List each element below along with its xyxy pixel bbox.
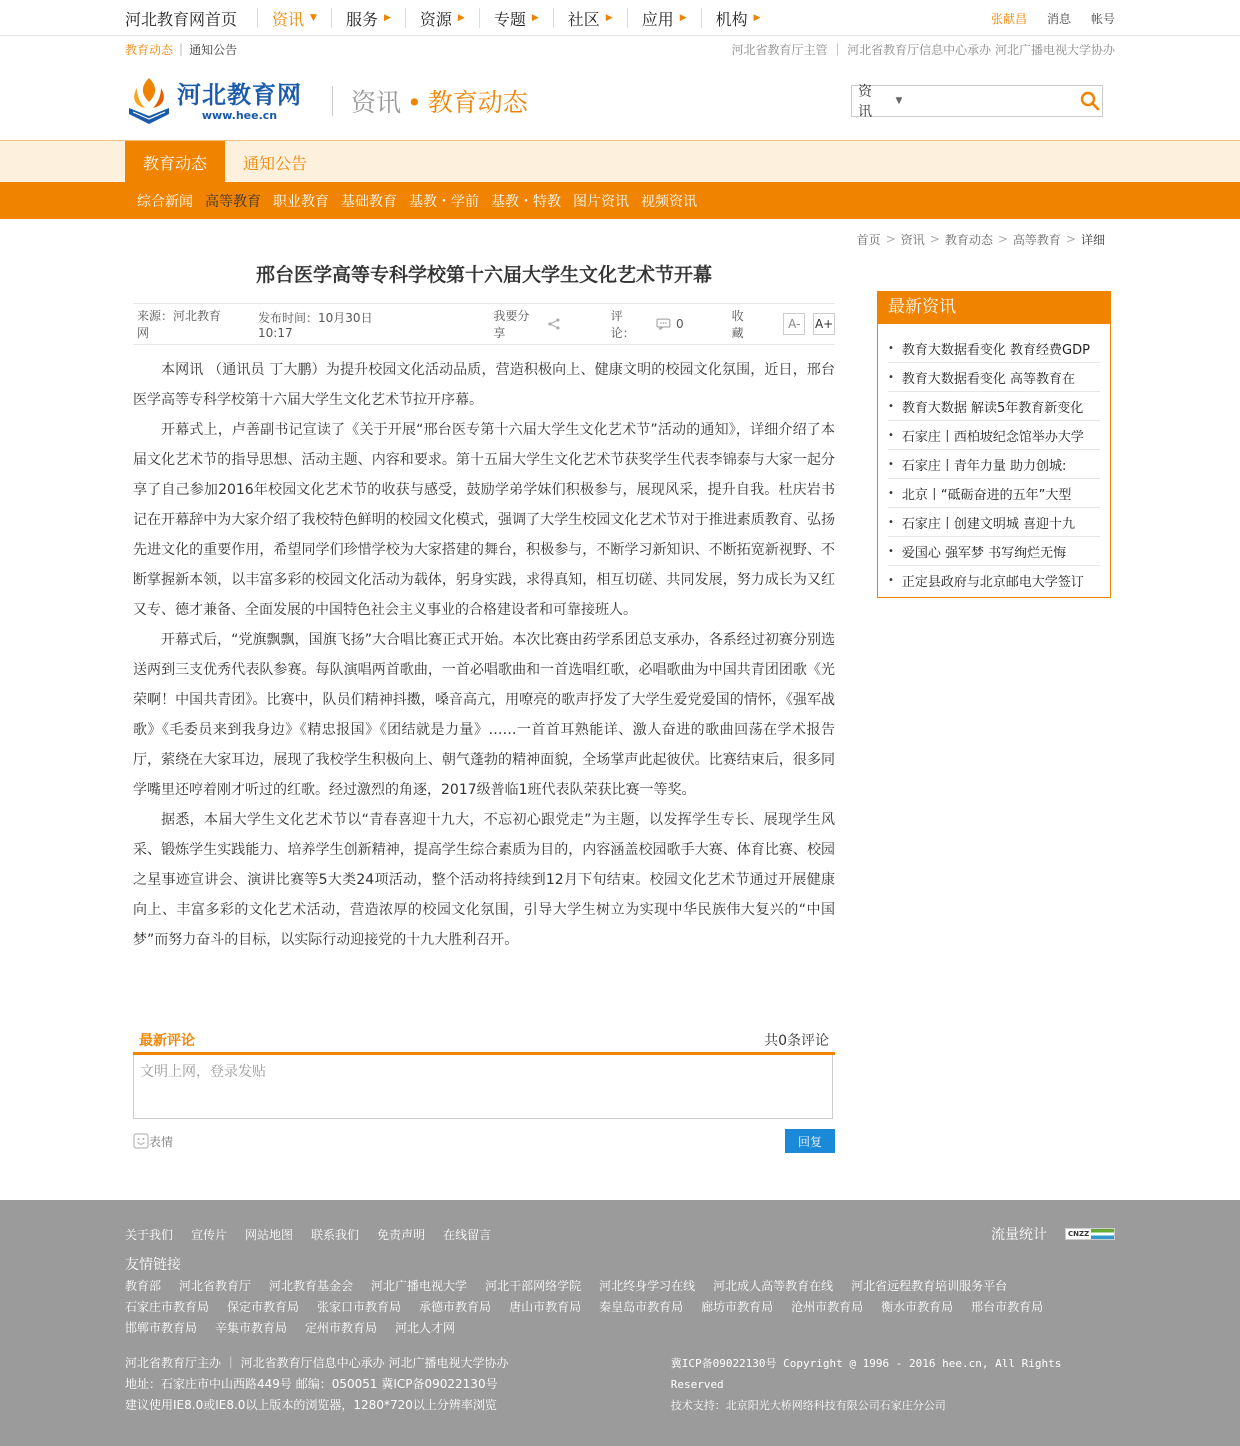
share-label: 我要分享 [493, 309, 530, 340]
top-nav-topic[interactable] [479, 8, 553, 28]
friend-link[interactable]: 河北人才网 [395, 1321, 456, 1335]
footer-link-video[interactable]: 宣传片 [191, 1227, 228, 1242]
top-nav-org[interactable] [701, 8, 775, 28]
chevron-right-icon: ▶ [531, 13, 539, 23]
breadcrumb-news[interactable]: 资讯 [900, 232, 925, 247]
search-icon [1080, 91, 1100, 111]
comment-total: 共0条评论 [764, 1032, 829, 1049]
chevron-right-icon: ▶ [679, 13, 687, 23]
top-nav-resource[interactable] [405, 8, 479, 28]
list-item[interactable] [888, 508, 1100, 537]
logo-text: 河北教育网 [177, 80, 302, 109]
friend-link[interactable]: 衡水市教育局 [881, 1300, 954, 1314]
article-paragraph: 据悉，本届大学生文化艺术节以“青春喜迎十九大，不忘初心跟党走”为主题，以发挥学生专长、展现学生风采、锻炼学生实践能力、培养学生创新精神，提高学生综合素质为目的，内容涵盖校园歌手大赛、体育比赛、校园之星事迹宣讲会、演讲比赛等5大类24项活动，整个活动将持续到12月下旬结束。校园文化艺术节通过开展健康向上、丰富多彩的文化艺术活动，营造浓厚的校园文化氛围，引导大学生树立为实现中华民族伟大复兴的“中国梦”而努力奋斗的目标，以实际行动迎接党的十九大胜利召开。 [133, 812, 835, 948]
breadcrumb-edu-news[interactable]: 教育动态 [944, 232, 993, 247]
font-smaller-button[interactable]: A- [783, 313, 805, 335]
caret-down-icon: ▼ [895, 96, 903, 106]
logo-emblem-icon [125, 74, 173, 128]
cnzz-badge[interactable] [1065, 1228, 1115, 1240]
sub-link-edu-news[interactable]: 教育动态 [125, 42, 174, 57]
friend-link[interactable]: 廊坊市教育局 [701, 1300, 774, 1314]
category-special-edu[interactable]: 基教・特教 [491, 193, 561, 210]
top-nav-label: 专题 [493, 9, 526, 29]
friend-links-title: 友情链接 [125, 1257, 181, 1273]
footer-link-disclaimer[interactable]: 免责声明 [377, 1227, 426, 1242]
main-content [0, 259, 1240, 1153]
chevron-down-icon: ▼ [310, 13, 317, 23]
bullet-icon: • [888, 342, 894, 354]
cnzz-bars [1091, 1229, 1114, 1239]
article-title: 邢台医学高等专科学校第十六届大学生文化艺术节开幕 [255, 264, 712, 286]
article-time: 发布时间：10月30日 10:17 [258, 310, 373, 340]
friend-link[interactable]: 河北干部网络学院 [485, 1279, 582, 1293]
chevron-right-icon: > [1065, 232, 1076, 246]
reply-button[interactable]: 回复 [785, 1129, 835, 1153]
list-item[interactable] [888, 421, 1100, 450]
friend-link[interactable]: 秦皇岛市教育局 [599, 1300, 684, 1314]
breadcrumb-home[interactable]: 首页 [856, 232, 881, 247]
search-input[interactable] [902, 87, 1078, 115]
friend-link[interactable]: 河北教育基金会 [269, 1279, 354, 1293]
footer-info [125, 1353, 1115, 1416]
list-item[interactable] [888, 566, 1100, 595]
category-nav [0, 182, 1240, 219]
friend-link[interactable]: 河北省教育厅 [179, 1279, 252, 1293]
comment-label: 评论： [610, 309, 635, 340]
comment-link[interactable] [611, 307, 684, 341]
search-box [851, 84, 1103, 120]
list-item[interactable] [888, 392, 1100, 421]
list-item[interactable] [888, 363, 1100, 392]
comment-icon [656, 318, 672, 330]
breadcrumb-higher-edu[interactable]: 高等教育 [1012, 232, 1061, 247]
article-paragraph: 开幕式后，“党旗飘飘，国旗飞扬”大合唱比赛正式开始。本次比赛由药学系团总支承办，各系经过初赛分别选送两到三支优秀代表队参赛。每队演唱两首歌曲，一首必唱歌曲和一首选唱红歌，必唱歌曲为中国共青团团歌《光荣啊！中国共青团》。比赛中，队员们精神抖擞，嗓音高亢，用嘹亮的歌声抒发了大学生爱党爱国的情怀，《强军战歌》《毛委员来到我身边》《精忠报国》《团结就是力量》……一首首耳熟能详、激人奋进的歌曲回荡在学术报告厅，萦绕在大家耳边，展现了我校学生积极向上、朝气蓬勃的精神面貌，全场掌声此起彼伏。比赛结束后，很多同学嘴里还哼着刚才听过的红歌。经过激烈的角逐，2017级普临1班代表队荣获比赛一等奖。 [133, 632, 835, 798]
favorite-button[interactable]: 收藏 [731, 309, 744, 340]
friend-link[interactable]: 承德市教育局 [419, 1300, 492, 1314]
category-general-news[interactable]: 综合新闻 [137, 193, 193, 210]
bullet-icon: • [888, 516, 894, 528]
account-link[interactable]: 帐号 [1090, 11, 1115, 26]
list-item-label: 石家庄丨创建文明城 喜迎十九 [901, 516, 1076, 532]
cnzz-label: CNZZ [1068, 1230, 1090, 1238]
bullet-icon: • [888, 371, 894, 383]
footer-link-about[interactable]: 关于我们 [125, 1227, 174, 1242]
section-title [351, 83, 528, 119]
top-nav-home[interactable]: 河北教育网首页 [125, 9, 238, 29]
share-icon [547, 318, 561, 330]
list-item-label: 教育大数据看变化 高等教育在 [901, 371, 1076, 387]
comment-title: 最新评论 [139, 1032, 195, 1049]
friend-link[interactable]: 保定市教育局 [227, 1300, 300, 1314]
latest-news-box [877, 291, 1111, 598]
list-item[interactable] [888, 450, 1100, 479]
top-nav-label: 资源 [419, 9, 452, 29]
article-body [133, 345, 835, 955]
article-source: 来源：河北教育网 [137, 309, 222, 340]
search-category-select[interactable] [852, 81, 902, 121]
sidebar [877, 291, 1111, 1153]
comment-section [133, 1027, 835, 1153]
list-item-label: 正定县政府与北京邮电大学签订 [901, 575, 1084, 590]
list-item-label: 爱国心 强军梦 书写绚烂无悔 [901, 545, 1067, 561]
top-bar [0, 0, 1240, 36]
article-paragraph: 开幕式上，卢善副书记宣读了《关于开展“邢台医专第十六届大学生文化艺术节”活动的通知》，详细介绍了本届文化艺术节的指导思想、活动主题、内容和要求。第十五届大学生文化艺术节获奖学生代表李锦泰与大家一起分享了自己参加2016年校园文化艺术节的收获与感受，鼓励学弟学妹们积极参与，展现风采，提升自我。杜庆岩书记在开幕辞中为大家介绍了我校特色鲜明的校园文化模式，强调了大学生校园文化艺术节对于推进素质教育、弘扬先进文化的重要作用，希望同学们珍惜学校为大家搭建的舞台，积极参与，不断学习新知识、不断拓宽新视野、不断掌握新本领，以丰富多彩的校园文化活动为载体，躬身实践，求得真知，相互切磋、共同发展，努力成长为又红又专、德才兼备、全面发展的中国特色社会主义事业的合格建设者和可靠接班人。 [133, 422, 835, 618]
divider: | [179, 42, 184, 56]
chevron-right-icon: > [929, 232, 940, 246]
footer-link-sitemap[interactable]: 网站地图 [245, 1227, 294, 1242]
top-nav [125, 0, 775, 36]
category-vocational[interactable]: 职业教育 [273, 193, 329, 210]
category-basic-edu[interactable]: 基础教育 [341, 193, 397, 210]
category-video-news[interactable]: 视频资讯 [641, 193, 697, 210]
friend-link[interactable]: 定州市教育局 [305, 1321, 378, 1335]
channel-tabs [0, 140, 1240, 182]
search-category-label: 资讯 [858, 84, 872, 120]
comment-textarea[interactable]: 文明上网，登录发贴 [133, 1055, 833, 1119]
comment-footer [133, 1129, 835, 1153]
organizer-text: 河北省教育厅主管 ｜ 河北省教育厅信息中心承办 河北广播电视大学协办 [731, 42, 1115, 57]
top-nav-label: 资讯 [272, 9, 305, 29]
top-nav-label: 社区 [567, 9, 600, 29]
list-item[interactable] [888, 537, 1100, 566]
latest-news-list [878, 324, 1110, 597]
top-nav-apps[interactable] [627, 8, 701, 28]
top-nav-label: 机构 [715, 9, 748, 29]
top-nav-label: 应用 [641, 9, 674, 29]
tab-notices[interactable]: 通知公告 [243, 153, 308, 173]
chevron-right-icon: ▶ [457, 13, 465, 23]
breadcrumb [0, 219, 1240, 259]
friend-link[interactable]: 河北省远程教育培训服务平台 [851, 1279, 1008, 1293]
friend-link[interactable]: 沧州市教育局 [791, 1300, 864, 1314]
sub-link-notices[interactable]: 通知公告 [189, 42, 238, 57]
dot-separator: • [407, 88, 422, 117]
top-nav-service[interactable] [331, 8, 405, 28]
share-button[interactable] [493, 307, 560, 341]
chevron-right-icon: > [997, 232, 1008, 246]
traffic-stats [991, 1224, 1115, 1244]
comment-header [133, 1027, 835, 1055]
bullet-icon: • [888, 400, 894, 412]
chevron-right-icon: ▶ [753, 13, 761, 23]
list-item-label: 石家庄丨西柏坡纪念馆举办大学 [901, 429, 1084, 445]
list-item-label: 教育大数据 解读5年教育新变化 [901, 400, 1084, 416]
subsection-name: 教育动态 [427, 88, 528, 117]
friend-link[interactable]: 教育部 [125, 1279, 162, 1293]
bullet-icon: • [888, 429, 894, 441]
article-meta [133, 303, 835, 345]
list-item-label: 教育大数据看变化 教育经费GDP [901, 342, 1090, 358]
friend-links [125, 1276, 1115, 1339]
friend-link[interactable]: 邯郸市教育局 [125, 1321, 198, 1335]
article-paragraph: 本网讯 （通讯员 丁大鹏）为提升校园文化活动品质，营造积极向上、健康文明的校园文化氛围，近日，邢台医学高等专科学校第十六届大学生文化艺术节拉开序幕。 [133, 362, 835, 408]
user-menu [991, 10, 1115, 27]
traffic-stats-label: 流量统计 [991, 1227, 1047, 1243]
top-nav-community[interactable] [553, 8, 627, 28]
footer-link-contact[interactable]: 联系我们 [311, 1227, 360, 1242]
chevron-right-icon: ▶ [605, 13, 613, 23]
messages-link[interactable]: 消息 [1046, 11, 1071, 26]
emoji-label: 表情 [149, 1134, 174, 1149]
friend-link[interactable]: 河北成人高等教育在线 [713, 1279, 834, 1293]
footer-support: 技术支持：北京阳光大桥网络科技有限公司石家庄分公司 [670, 1399, 946, 1412]
smiley-icon [133, 1133, 149, 1149]
logo-url: www.hee.cn [201, 108, 278, 122]
bullet-icon: • [888, 487, 894, 499]
site-footer [0, 1200, 1240, 1446]
chevron-right-icon: ▶ [383, 13, 391, 23]
emoji-button[interactable] [133, 1133, 173, 1150]
list-item[interactable] [888, 479, 1100, 508]
search-button[interactable] [1078, 86, 1102, 116]
footer-link-message[interactable]: 在线留言 [443, 1227, 492, 1242]
friend-link[interactable]: 邢台市教育局 [971, 1300, 1044, 1314]
top-nav-label: 服务 [345, 9, 378, 29]
tab-edu-news[interactable]: 教育动态 [125, 141, 225, 183]
footer-browser-note: 建议使用IE8.0或IE8.0以上版本的浏览器，1280*720以上分辨率浏览 [125, 1398, 497, 1412]
bullet-icon: • [888, 575, 894, 586]
bullet-icon: • [888, 458, 894, 470]
header-divider [332, 86, 333, 116]
font-larger-button[interactable]: A+ [813, 313, 835, 335]
friend-link[interactable]: 河北广播电视大学 [371, 1279, 468, 1293]
breadcrumb-current: 详细 [1080, 232, 1105, 247]
footer-organizers: 河北省教育厅主办 ｜ 河北省教育厅信息中心承办 河北广播电视大学协办 [125, 1356, 509, 1370]
friend-link[interactable]: 辛集市教育局 [215, 1321, 288, 1335]
site-header [0, 62, 1240, 140]
footer-links [125, 1224, 1115, 1244]
list-item[interactable] [888, 334, 1100, 363]
top-nav-news[interactable] [257, 8, 331, 28]
footer-copyright: 冀ICP备09022130号 Copyright @ 1996 - 2016 hee.cn, All Rights Reserved [670, 1357, 1062, 1391]
list-item-label: 北京丨“砥砺奋进的五年”大型 [901, 487, 1072, 503]
latest-news-title: 最新资讯 [878, 292, 1110, 324]
friend-link[interactable]: 河北终身学习在线 [599, 1279, 696, 1293]
friend-link[interactable]: 石家庄市教育局 [125, 1300, 210, 1314]
category-preschool[interactable]: 基教・学前 [409, 193, 479, 210]
category-higher-edu[interactable]: 高等教育 [205, 193, 261, 210]
site-logo[interactable] [125, 71, 310, 131]
comment-count: 0 [676, 317, 684, 331]
category-photo-news[interactable]: 图片资讯 [573, 193, 629, 210]
username-link[interactable]: 张献昌 [990, 11, 1027, 26]
friend-link[interactable]: 张家口市教育局 [317, 1300, 402, 1314]
list-item-label: 石家庄丨青年力量 助力创城: [901, 458, 1067, 474]
sub-row [0, 36, 1240, 62]
bullet-icon: • [888, 545, 894, 557]
article [133, 259, 835, 1153]
friend-link[interactable]: 唐山市教育局 [509, 1300, 582, 1314]
section-name: 资讯 [351, 88, 402, 117]
chevron-right-icon: > [885, 232, 896, 246]
footer-address: 地址：石家庄市中山西路449号 邮编：050051 冀ICP备09022130号 [125, 1377, 498, 1391]
